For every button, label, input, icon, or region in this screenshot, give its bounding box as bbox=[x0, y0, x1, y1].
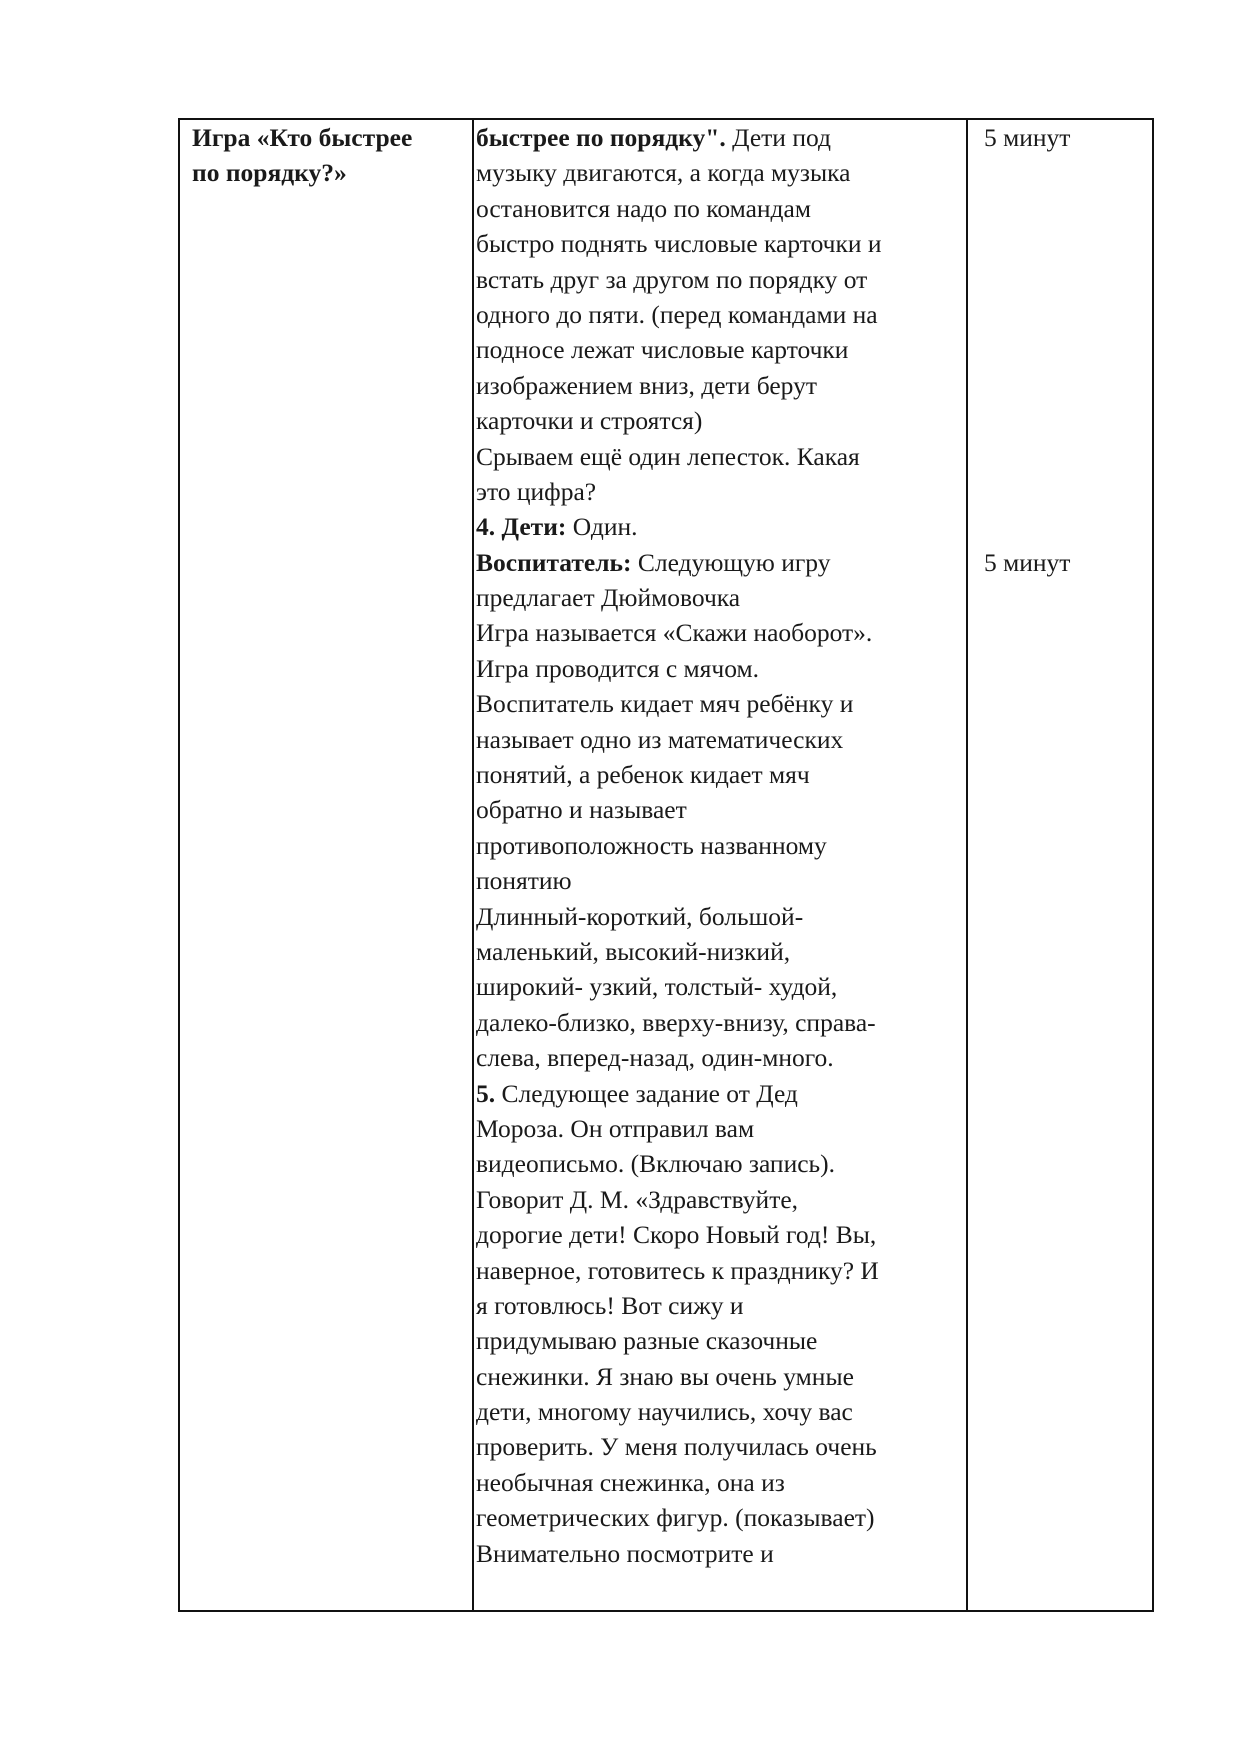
content-line bbox=[476, 1146, 966, 1181]
content-line bbox=[476, 474, 966, 509]
content-line-text: предлагает Дюймовочка bbox=[476, 583, 741, 613]
content-line bbox=[476, 1536, 966, 1571]
content-line-text: Следующую игру bbox=[631, 547, 831, 577]
content-line-text: маленький, высокий-низкий, bbox=[476, 936, 791, 966]
content-line-text: Игра называется «Скажи наоборот». bbox=[476, 618, 873, 648]
duration-label: 5 минут bbox=[984, 123, 1071, 152]
content-line-text: Один. bbox=[566, 512, 638, 542]
content-line-text: слева, вперед-назад, один-много. bbox=[476, 1043, 834, 1073]
content-line bbox=[476, 545, 966, 580]
content-line bbox=[476, 580, 966, 615]
content-line-text: быстро поднять числовые карточки и bbox=[476, 229, 882, 259]
activity-title-cell bbox=[192, 120, 462, 191]
content-line-text: проверить. У меня получилась очень bbox=[476, 1432, 877, 1462]
content-line-text: Игра проводится с мячом. bbox=[476, 653, 760, 683]
content-line bbox=[476, 332, 966, 367]
column-divider bbox=[472, 120, 474, 1610]
activity-title-line: Игра «Кто быстрее bbox=[192, 123, 413, 152]
content-line-text: изображением вниз, дети берут bbox=[476, 370, 817, 400]
content-line bbox=[476, 1429, 966, 1464]
content-line-text: видеописьмо. (Включаю запись). bbox=[476, 1149, 836, 1179]
content-line-text: музыку двигаются, а когда музыка bbox=[476, 158, 851, 188]
content-line bbox=[476, 1217, 966, 1252]
content-line-bold: 5. bbox=[476, 1078, 496, 1108]
content-line-text: дорогие дети! Скоро Новый год! Вы, bbox=[476, 1220, 877, 1250]
content-line-text: широкий- узкий, толстый- худой, bbox=[476, 972, 838, 1002]
content-line-text: карточки и строятся) bbox=[476, 406, 703, 436]
content-line-text: это цифра? bbox=[476, 476, 597, 506]
content-line-text: остановится надо по командам bbox=[476, 193, 811, 223]
content-line-text: придумываю разные сказочные bbox=[476, 1326, 818, 1356]
content-line-text: снежинки. Я знаю вы очень умные bbox=[476, 1361, 854, 1391]
content-line-bold: Воспитатель: bbox=[476, 547, 632, 577]
content-line-text: противоположность названному bbox=[476, 830, 827, 860]
content-line-text: встать друг за другом по порядку от bbox=[476, 264, 868, 294]
content-line-text: Мороза. Он отправил вам bbox=[476, 1113, 755, 1143]
content-line bbox=[476, 1040, 966, 1075]
content-line-text: одного до пяти. (перед командами на bbox=[476, 299, 878, 329]
content-line bbox=[476, 1323, 966, 1358]
content-line bbox=[476, 934, 966, 969]
content-line-text: Длинный-короткий, большой- bbox=[476, 901, 804, 931]
content-line bbox=[476, 828, 966, 863]
content-line-text: понятий, а ребенок кидает мяч bbox=[476, 760, 810, 790]
content-line bbox=[476, 1465, 966, 1500]
lesson-plan-table bbox=[178, 118, 1154, 1612]
content-line bbox=[476, 1288, 966, 1323]
content-line-text: геометрических фигур. (показывает) bbox=[476, 1503, 875, 1533]
content-line bbox=[476, 1111, 966, 1146]
content-line bbox=[476, 439, 966, 474]
column-divider bbox=[966, 120, 968, 1610]
content-line-text: Следующее задание от Дед bbox=[495, 1078, 798, 1108]
duration-label: 5 минут bbox=[984, 547, 1071, 577]
content-line-text: я готовлюсь! Вот сижу и bbox=[476, 1290, 744, 1320]
content-line bbox=[476, 969, 966, 1004]
content-line bbox=[476, 403, 966, 438]
content-line-text: называет одно из математических bbox=[476, 724, 844, 754]
content-line-text: Воспитатель кидает мяч ребёнку и bbox=[476, 689, 854, 719]
content-line bbox=[476, 262, 966, 297]
content-line-text: дети, многому научились, хочу вас bbox=[476, 1397, 853, 1427]
content-line-text: далеко-близко, вверху-внизу, справа- bbox=[476, 1007, 876, 1037]
activity-title-line: по порядку?» bbox=[192, 158, 347, 188]
content-line bbox=[476, 1500, 966, 1535]
content-line bbox=[476, 1359, 966, 1394]
content-line bbox=[476, 615, 966, 650]
content-line bbox=[476, 509, 966, 544]
content-line bbox=[476, 155, 966, 190]
content-line bbox=[476, 863, 966, 898]
content-line bbox=[476, 226, 966, 261]
content-line-text: подносе лежат числовые карточки bbox=[476, 335, 849, 365]
content-line bbox=[476, 792, 966, 827]
content-line-bold: быстрее по порядку". bbox=[476, 123, 726, 152]
content-line-text: необычная снежинка, она из bbox=[476, 1467, 785, 1497]
content-line bbox=[476, 191, 966, 226]
content-line bbox=[476, 899, 966, 934]
content-line bbox=[476, 297, 966, 332]
content-line-text: понятию bbox=[476, 866, 572, 896]
content-line bbox=[476, 686, 966, 721]
content-line-text: обратно и называет bbox=[476, 795, 687, 825]
content-line-text: Говорит Д. М. «Здравствуйте, bbox=[476, 1184, 799, 1214]
content-line-text: наверное, готовитесь к празднику? И bbox=[476, 1255, 879, 1285]
content-line bbox=[476, 1394, 966, 1429]
content-line bbox=[476, 722, 966, 757]
activity-content-cell bbox=[476, 120, 966, 1571]
content-line bbox=[476, 120, 966, 155]
content-line bbox=[476, 651, 966, 686]
content-line-text: Дети под bbox=[725, 123, 831, 152]
content-line-bold: 4. Дети: bbox=[476, 512, 567, 542]
content-line bbox=[476, 757, 966, 792]
content-line bbox=[476, 368, 966, 403]
content-line bbox=[476, 1076, 966, 1111]
content-line bbox=[476, 1005, 966, 1040]
content-line bbox=[476, 1253, 966, 1288]
content-line-text: Срываем ещё один лепесток. Какая bbox=[476, 441, 860, 471]
content-line bbox=[476, 1182, 966, 1217]
content-line-text: Внимательно посмотрите и bbox=[476, 1538, 774, 1568]
